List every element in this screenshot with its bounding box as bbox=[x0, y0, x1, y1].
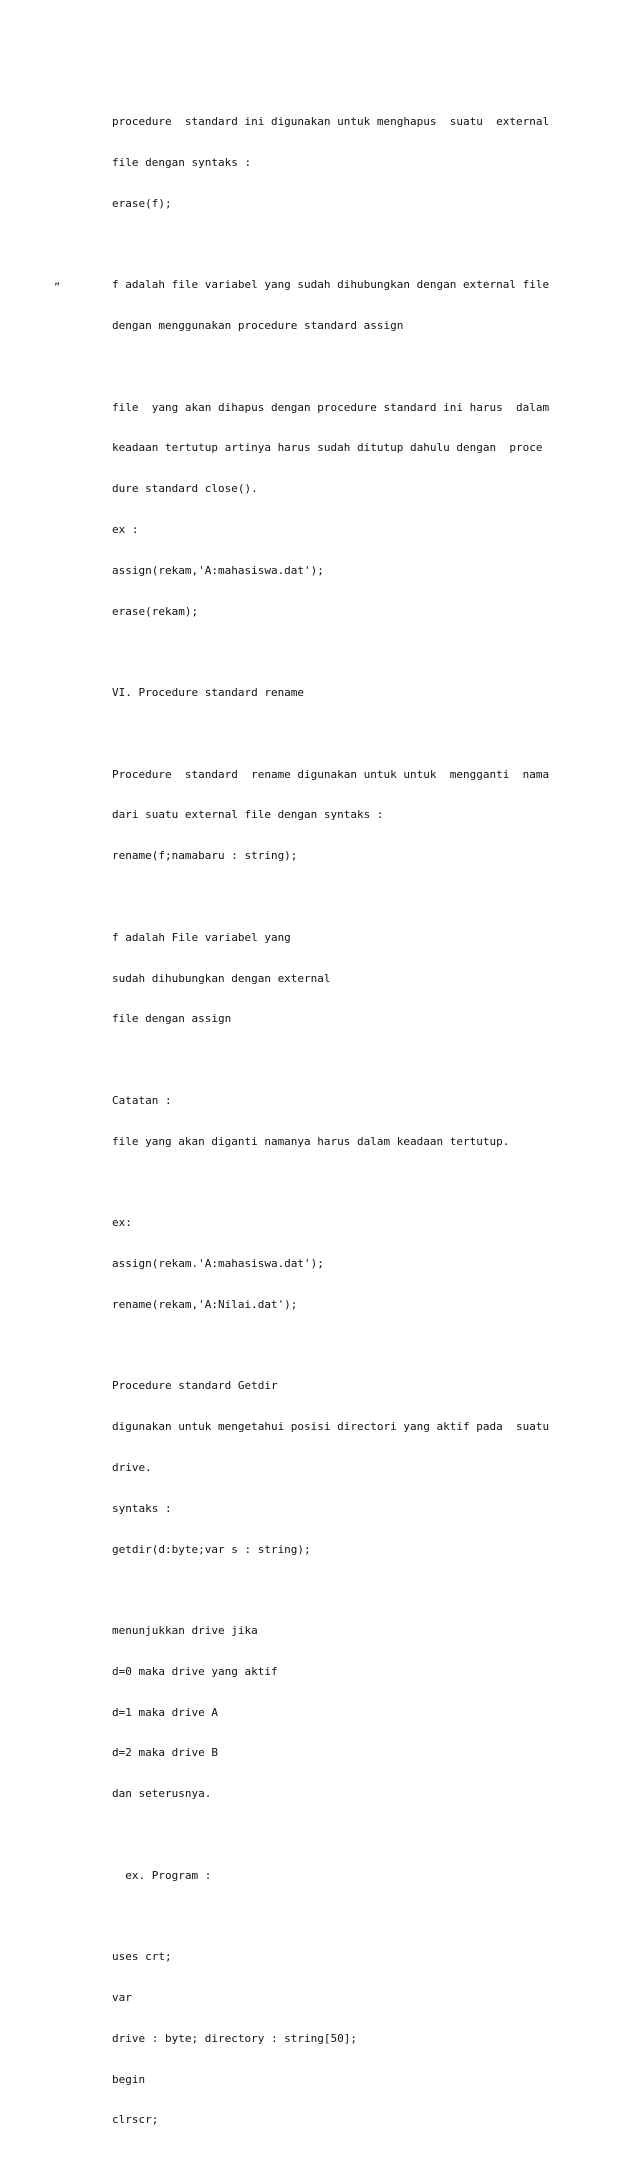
text-line: procedure standard ini digunakan untuk menghapus suatu external bbox=[112, 115, 550, 129]
text-line: ex. Program : bbox=[112, 1868, 212, 1882]
document-body bbox=[112, 88, 622, 2168]
text-line: d=1 maka drive A bbox=[112, 1705, 218, 1719]
code-line: uses crt; bbox=[112, 1950, 172, 1964]
text-line: file dengan syntaks : bbox=[112, 155, 252, 169]
code-line: assign(rekam.'A:mahasiswa.dat'); bbox=[112, 1257, 324, 1271]
code-line: assign(rekam,'A:mahasiswa.dat'); bbox=[112, 563, 324, 577]
paragraph-getdir-drives bbox=[112, 1597, 622, 1828]
text-line: dan seterusnya. bbox=[112, 1787, 212, 1801]
text-line: dari suatu external file dengan syntaks : bbox=[112, 808, 384, 822]
paragraph-erase-intro bbox=[112, 88, 622, 238]
text-line: f adalah File variabel yang bbox=[112, 930, 291, 944]
section-heading-rename bbox=[112, 659, 622, 727]
paragraph-rename-note bbox=[112, 1067, 622, 1176]
paragraph-rename-variable bbox=[112, 904, 622, 1054]
text-line: d=2 maka drive B bbox=[112, 1746, 218, 1760]
text-line: Procedure standard Getdir bbox=[112, 1379, 278, 1393]
text-line: digunakan untuk mengetahui posisi directori yang aktif pada suatu bbox=[112, 1420, 550, 1434]
code-line: clrscr; bbox=[112, 2113, 159, 2127]
code-line: drive : byte; directory : string[50]; bbox=[112, 2031, 358, 2045]
text-line: drive. bbox=[112, 1460, 152, 1474]
code-block-program bbox=[112, 1923, 622, 2154]
text-line: file dengan assign bbox=[112, 1012, 232, 1026]
code-line: getdir(d:byte;var s : string); bbox=[112, 1542, 311, 1556]
section-heading: VI. Procedure standard rename bbox=[112, 686, 305, 700]
text-line: ex : bbox=[112, 523, 139, 536]
text-line: syntaks : bbox=[112, 1501, 172, 1515]
paragraph-getdir-intro bbox=[112, 1352, 622, 1583]
text-line: f adalah file variabel yang sudah dihubungkan dengan external file bbox=[112, 278, 550, 292]
paragraph-erase-variable bbox=[112, 251, 622, 360]
text-line: dure standard close(). bbox=[112, 482, 258, 496]
paragraph-rename-intro bbox=[112, 741, 622, 891]
code-line: begin bbox=[112, 2072, 146, 2086]
code-line: var bbox=[112, 1991, 132, 2005]
text-line: file yang akan dihapus dengan procedure standard ini harus dalam bbox=[112, 400, 550, 414]
paragraph-rename-example bbox=[112, 1189, 622, 1339]
code-line: erase(rekam); bbox=[112, 604, 199, 618]
text-line: ex: bbox=[112, 1216, 132, 1230]
margin-marker: „ bbox=[54, 273, 61, 287]
text-line: erase(f); bbox=[112, 196, 172, 210]
text-line: sudah dihubungkan dengan external bbox=[112, 971, 331, 985]
text-line: Catatan : bbox=[112, 1093, 172, 1107]
paragraph-erase-note bbox=[112, 373, 622, 645]
text-line: keadaan tertutup artinya harus sudah ditutup dahulu dengan proce bbox=[112, 441, 543, 455]
paragraph-program-label bbox=[112, 1842, 622, 1910]
text-line: d=0 maka drive yang aktif bbox=[112, 1664, 278, 1678]
text-line: dengan menggunakan procedure standard assign bbox=[112, 319, 404, 333]
code-line: rename(f;namabaru : string); bbox=[112, 849, 298, 863]
text-line: Procedure standard rename digunakan untuk untuk mengganti nama bbox=[112, 767, 550, 781]
text-line: file yang akan diganti namanya harus dalam keadaan tertutup. bbox=[112, 1134, 510, 1148]
text-line: menunjukkan drive jika bbox=[112, 1624, 258, 1638]
code-line: rename(rekam,'A:Nilai.dat'); bbox=[112, 1297, 298, 1311]
